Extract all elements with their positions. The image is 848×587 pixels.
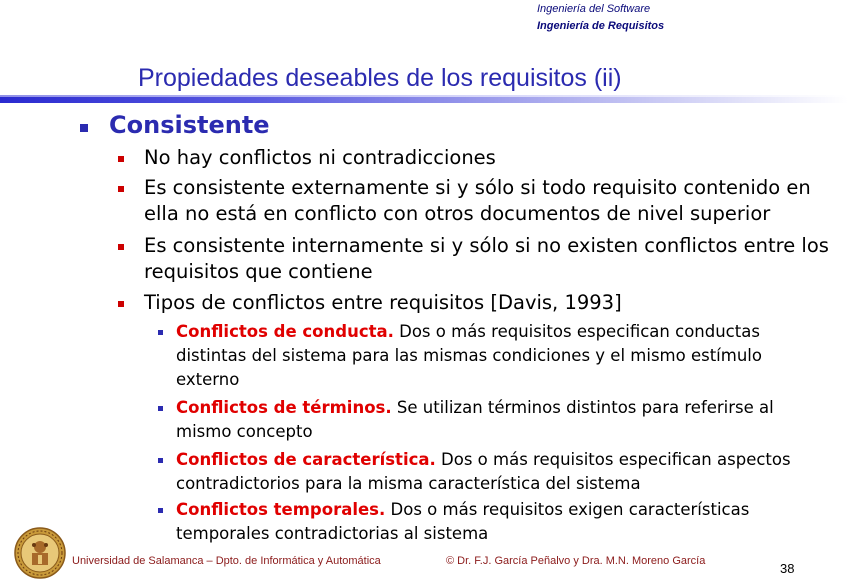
- bullet-text: Tipos de conflictos entre requisitos [Davis, 1993]: [144, 291, 622, 314]
- square-bullet-icon: [158, 508, 163, 513]
- conflict-type-line: distintas del sistema para las mismas condiciones y el mismo estímulo: [176, 346, 762, 365]
- conflict-type-text: [176, 448, 791, 496]
- square-bullet-icon: [118, 244, 124, 250]
- conflict-type-line: contradictorios para la misma característica del sistema: [176, 474, 641, 493]
- bullet-text: [144, 233, 829, 285]
- conflict-type-term: Conflictos de característica.: [176, 450, 436, 469]
- header-course: Ingeniería del Software: [537, 3, 651, 15]
- bullet-line: Es consistente externamente si y sólo si todo requisito contenido en: [144, 176, 811, 199]
- page-number: 38: [780, 561, 795, 576]
- title-underline: [0, 97, 848, 103]
- conflict-type-line: mismo concepto: [176, 422, 313, 441]
- bullet-line: Es consistente internamente si y sólo si no existen conflictos entre los: [144, 234, 829, 257]
- conflict-type-description: Dos o más requisitos especifican conductas: [393, 322, 760, 341]
- conflict-type-term: Conflictos temporales.: [176, 500, 386, 519]
- square-bullet-icon: [158, 406, 163, 411]
- conflict-type-text: [176, 396, 774, 444]
- main-point-label: Consistente: [109, 111, 270, 139]
- square-bullet-icon: [118, 186, 124, 192]
- header-topic: Ingeniería de Requisitos: [537, 20, 665, 32]
- footer-institution: Universidad de Salamanca – Dpto. de Informática y Automática: [72, 555, 381, 567]
- square-bullet-icon: [158, 458, 163, 463]
- conflict-type-term: Conflictos de términos.: [176, 398, 392, 417]
- university-seal-icon: [14, 527, 66, 579]
- bullet-text: [144, 175, 811, 227]
- square-bullet-icon: [118, 156, 124, 162]
- bullet-line: ella no está en conflicto con otros documentos de nivel superior: [144, 202, 771, 225]
- square-bullet-icon: [118, 301, 124, 307]
- conflict-type-text: [176, 320, 762, 392]
- square-bullet-icon: [158, 330, 163, 335]
- square-bullet-icon: [80, 124, 88, 132]
- bullet-text: No hay conflictos ni contradicciones: [144, 146, 496, 169]
- slide-title: Propiedades deseables de los requisitos (ii): [138, 64, 622, 92]
- conflict-type-description: Se utilizan términos distintos para referirse al: [391, 398, 774, 417]
- conflict-type-line: temporales contradictorias al sistema: [176, 524, 489, 543]
- conflict-type-line: externo: [176, 370, 240, 389]
- footer-copyright: © Dr. F.J. García Peñalvo y Dra. M.N. Moreno García: [446, 555, 706, 567]
- conflict-type-term: Conflictos de conducta.: [176, 322, 394, 341]
- conflict-type-description: Dos o más requisitos especifican aspectos: [435, 450, 791, 469]
- bullet-line: requisitos que contiene: [144, 260, 373, 283]
- conflict-type-text: [176, 498, 749, 546]
- conflict-type-description: Dos o más requisitos exigen características: [385, 500, 750, 519]
